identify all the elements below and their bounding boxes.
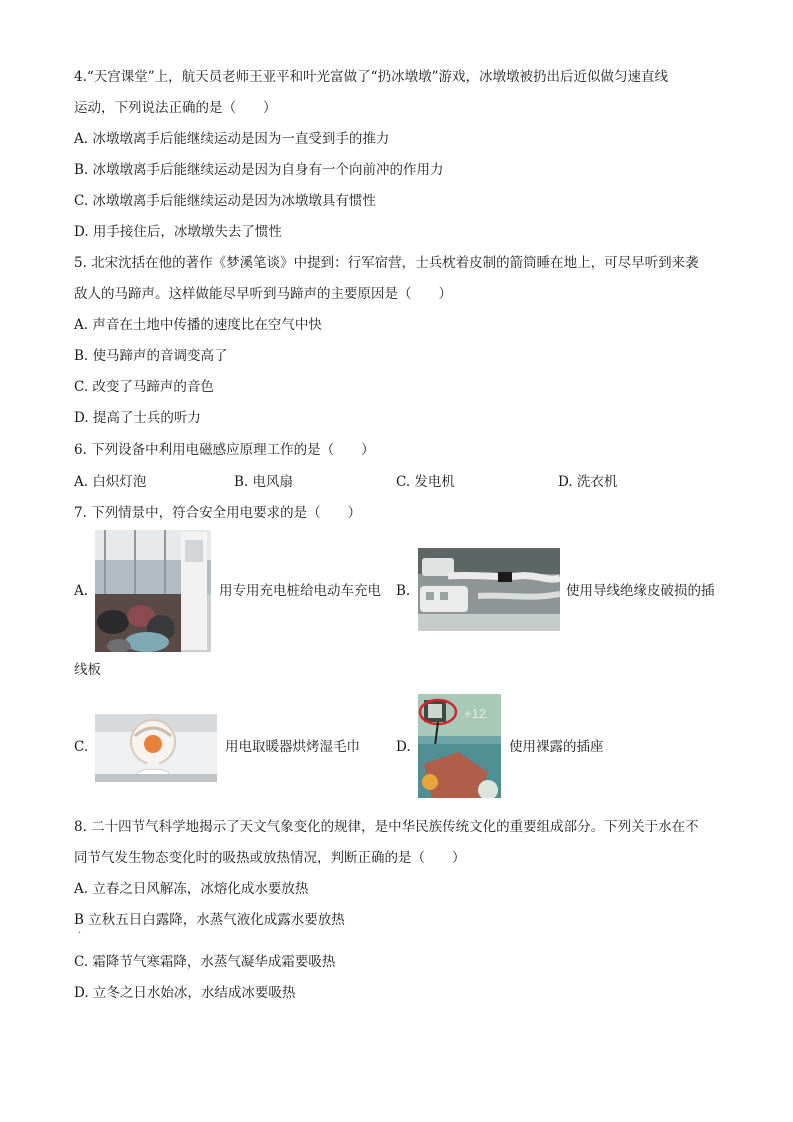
q7-option-c-text: 用电取暖器烘烤湿毛巾 [225, 739, 360, 755]
q8-stem-line2: 同节气发生物态变化时的吸热或放热情况，判断正确的是（ ） [74, 850, 466, 866]
q7-option-a-text: 用专用充电桩给电动车充电 [219, 583, 381, 599]
q5-option-c: C. 改变了马蹄声的音色 [74, 379, 214, 395]
exposed-socket-photo [418, 694, 501, 798]
q4-option-d: D. 用手接住后，冰墩墩失去了惯性 [74, 224, 282, 240]
q6-option-c: C. 发电机 [396, 474, 455, 490]
q7-option-c-letter: C. [74, 739, 89, 755]
q8-option-d: D. 立冬之日水始冰，水结成冰要吸热 [74, 985, 296, 1001]
q5-option-b: B. 使马蹄声的音调变高了 [74, 348, 228, 364]
q5-stem-line2: 敌人的马蹄声。这样做能尽早听到马蹄声的主要原因是（ ） [74, 286, 452, 302]
q8-stem-line1: 8. 二十四节气科学地揭示了天文气象变化的规律，是中华民族传统文化的重要组成部分。下列关于水在不 [74, 819, 699, 835]
q7-option-b-letter: B. [396, 583, 411, 599]
electric-heater-photo [95, 714, 217, 782]
q4-stem-line2: 运动，下列说法正确的是（ ） [74, 100, 277, 116]
q4-option-b: B. 冰墩墩离手后能继续运动是因为自身有一个向前冲的作用力 [74, 162, 444, 178]
q8-option-b: B 立秋五日白露降，水蒸气液化成露水要放热 [74, 912, 345, 928]
q5-stem-line1: 5. 北宋沈括在他的著作《梦溪笔谈》中提到：行军宿营，士兵枕着皮制的箭筒睡在地上，可尽早听到来袭 [74, 255, 699, 271]
stray-dot: · [78, 928, 82, 939]
q4-option-a: A. 冰墩墩离手后能继续运动是因为一直受到手的推力 [74, 131, 390, 147]
q5-option-d: D. 提高了士兵的听力 [74, 410, 201, 426]
q4-stem-line1: 4.“天宫课堂”上，航天员老师王亚平和叶光富做了“扔冰墩墩”游戏，冰墩墩被扔出后近似做匀速直线 [74, 69, 668, 85]
q6-option-d: D. 洗衣机 [558, 474, 618, 490]
q6-stem: 6. 下列设备中利用电磁感应原理工作的是（ ） [74, 442, 375, 458]
q8-option-a: A. 立春之日风解冻，冰熔化成水要放热 [74, 881, 309, 897]
q7-option-d-letter: D. [396, 739, 411, 755]
q6-option-a: A. 白炽灯泡 [74, 474, 147, 490]
q7-option-d-text: 使用裸露的插座 [509, 739, 604, 755]
q5-option-a: A. 声音在土地中传播的速度比在空气中快 [74, 317, 322, 333]
q7-option-b-wrap: 线板 [74, 662, 101, 678]
q6-option-b: B. 电风扇 [234, 474, 294, 490]
q7-stem: 7. 下列情景中，符合安全用电要求的是（ ） [74, 505, 362, 521]
q8-option-c: C. 霜降节气寒霜降，水蒸气凝华成霜要吸热 [74, 954, 336, 970]
charging-station-photo [95, 530, 211, 652]
q7-option-b-text: 使用导线绝缘皮破损的插 [566, 583, 715, 599]
image-label: +12 [464, 706, 487, 721]
q4-option-c: C. 冰墩墩离手后能继续运动是因为冰墩墩具有惯性 [74, 193, 376, 209]
damaged-power-strip-photo [418, 548, 560, 631]
q7-option-a-letter: A. [74, 583, 89, 599]
